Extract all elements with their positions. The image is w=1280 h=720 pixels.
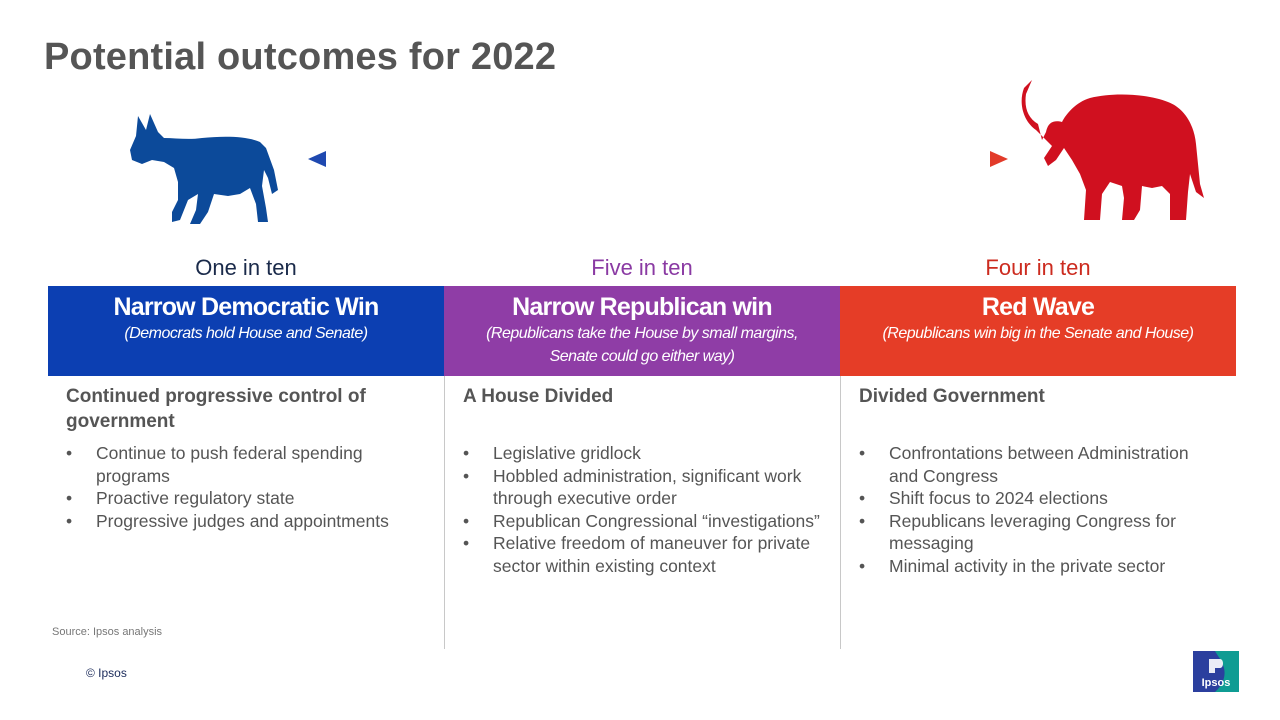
copyright-note: © Ipsos [86,666,127,680]
scenario-heading: Narrow Democratic Win [113,293,379,321]
bullet-list [859,442,1218,577]
bullet-item: • Continue to push federal spending programs [66,442,426,487]
bullet-item: • Confrontations between Administration and Congress [859,442,1218,487]
scenario-red-wave [840,250,1236,649]
bullet-item: • Progressive judges and appointments [66,510,426,533]
source-note: Source: Ipsos analysis [52,626,163,638]
page-title: Potential outcomes for 2022 [44,36,557,78]
bullet-item: • Relative freedom of maneuver for private sector within existing context [463,532,822,577]
scenario-body-title: Divided Government [859,386,1045,407]
ipsos-logo-icon [1193,651,1239,692]
logo-text: Ipsos [1201,677,1231,689]
bullet-item: • Republican Congressional “investigations” [463,510,822,533]
scenario-heading: Narrow Republican win [512,293,772,321]
bullet-item: • Minimal activity in the private sector [859,555,1218,578]
bullet-list [463,442,822,577]
bullet-item: • Proactive regulatory state [66,487,426,510]
donkey-icon [128,108,280,228]
bullet-list [66,442,426,532]
scenario-body [444,376,840,649]
scenario-republican-win [444,250,840,649]
likelihood-label: One in ten [195,255,297,280]
scenario-heading: Red Wave [981,293,1095,321]
bullet-item: • Shift focus to 2024 elections [859,487,1218,510]
scenario-body-title: A House Divided [463,386,614,407]
likelihood-label: Four in ten [985,255,1091,280]
bullet-item: • Hobbled administration, significant work through executive order [463,465,822,510]
scenario-body [48,376,444,649]
scenario-body-title: Continued progressive control of government [66,386,366,432]
elephant-icon [1018,74,1206,224]
bullet-item: • Legislative gridlock [463,442,822,465]
scenario-body [840,376,1236,649]
scenario-header [840,286,1236,376]
scenario-header [444,286,840,376]
double-arrow-icon [300,146,1020,172]
scenario-subheading: (Republicans take the House by small margins, Senate could go either way) [486,325,798,365]
scenario-header [48,286,444,376]
bullet-item: • Republicans leveraging Congress for messaging [859,510,1218,555]
likelihood-label: Five in ten [591,255,693,280]
scenario-subheading: (Republicans win big in the Senate and House) [882,325,1194,342]
scenario-subheading: (Democrats hold House and Senate) [124,325,368,342]
scenario-democratic-win [48,250,444,649]
